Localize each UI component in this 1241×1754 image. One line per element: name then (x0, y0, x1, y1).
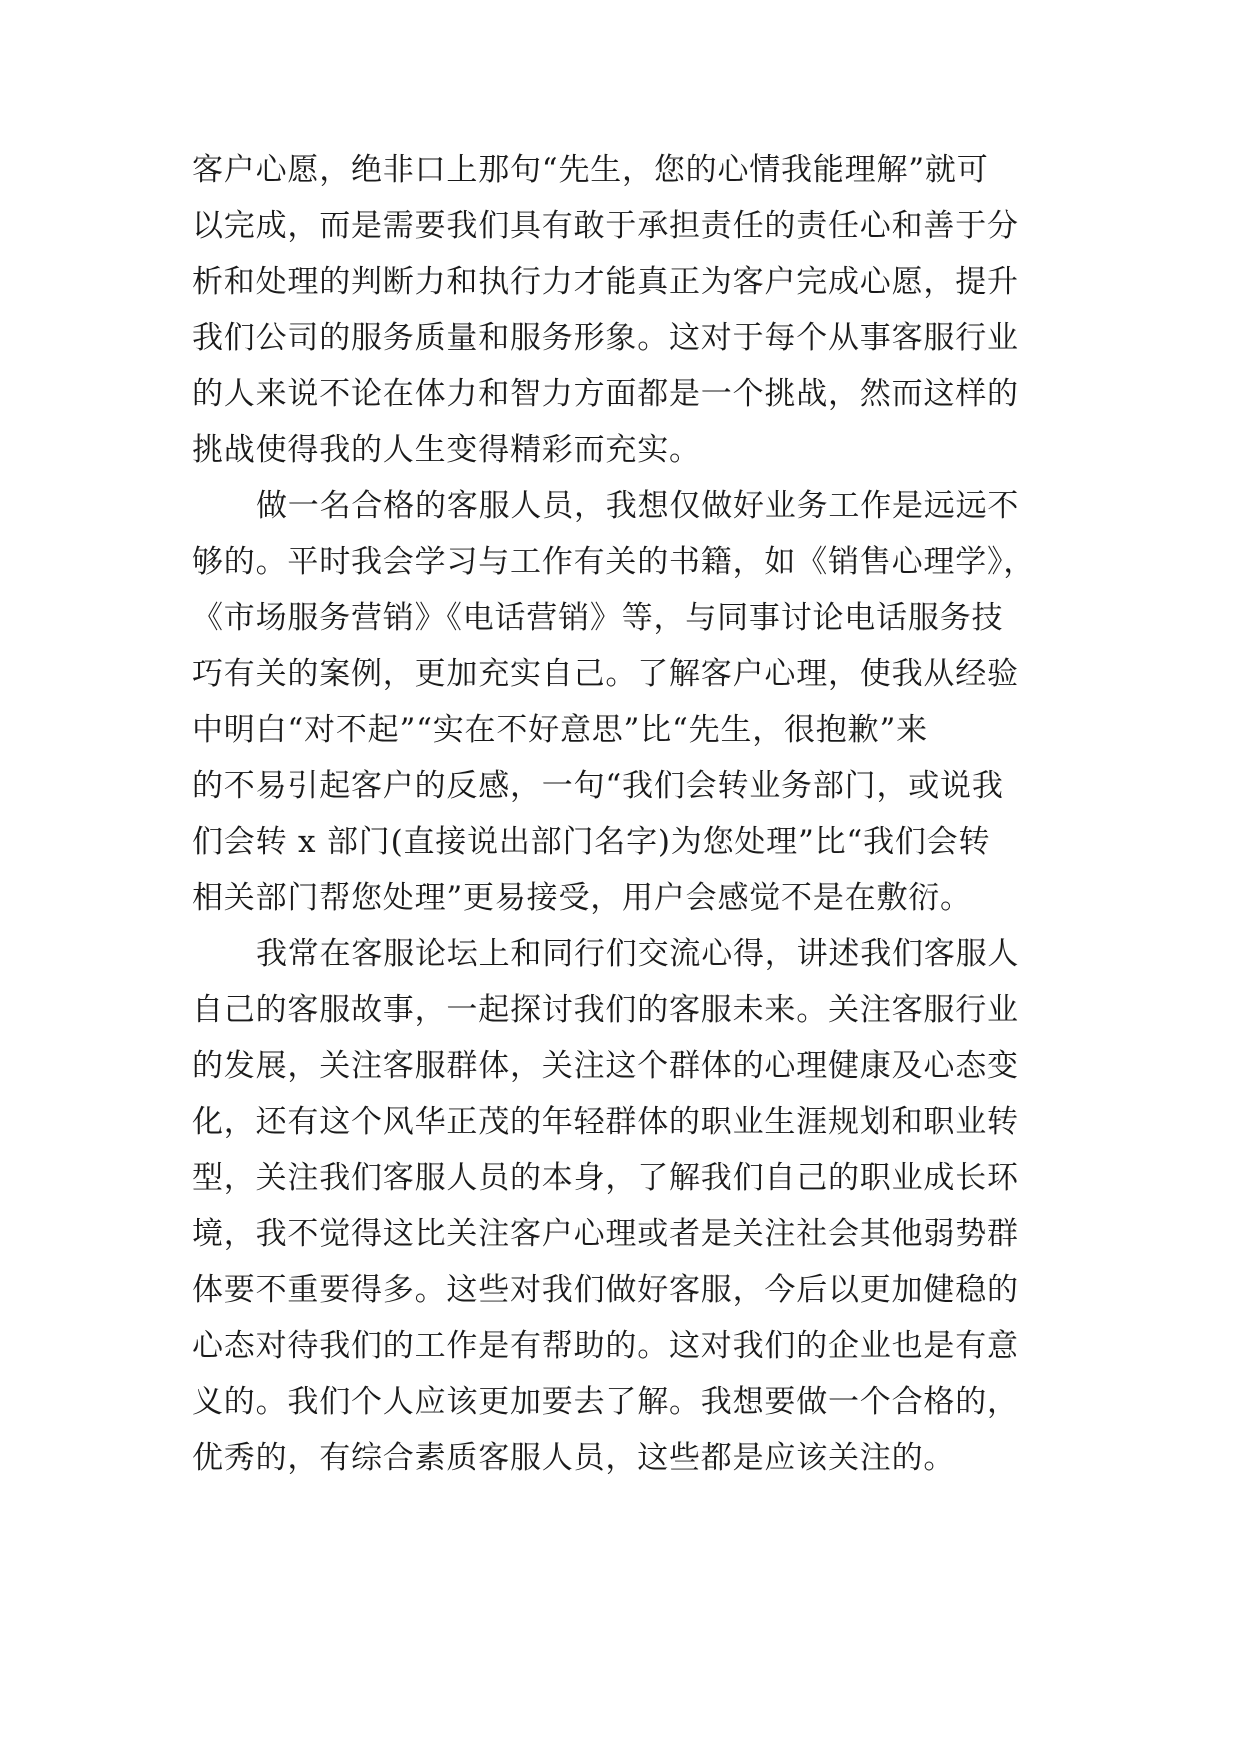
text-line: 相关部门帮您处理”更易接受，用户会感觉不是在敷衍。 (192, 880, 972, 916)
text-line: 境，我不觉得这比关注客户心理或者是关注社会其他弱势群 (192, 1216, 1019, 1252)
text-line: 析和处理的判断力和执行力才能真正为客户完成心愿，提升 (192, 264, 1019, 300)
text-line: 以完成，而是需要我们具有敢于承担责任的责任心和善于分 (192, 208, 1019, 244)
text-line: 《市场服务营销》《电话营销》等，与同事讨论电话服务技 (192, 600, 1004, 636)
text-line: 巧有关的案例，更加充实自己。了解客户心理，使我从经验 (192, 656, 1019, 692)
text-line: 的发展，关注客服群体，关注这个群体的心理健康及心态变 (192, 1048, 1019, 1084)
text-line: 的人来说不论在体力和智力方面都是一个挑战，然而这样的 (192, 376, 1019, 412)
text-line: 们会转 x 部门(直接说出部门名字)为您处理”比“我们会转 (192, 824, 991, 860)
text-line: 中明白“对不起”“实在不好意思”比“先生，很抱歉”来 (192, 712, 928, 748)
text-line: 自己的客服故事，一起探讨我们的客服未来。关注客服行业 (192, 992, 1019, 1028)
text-line: 够的。平时我会学习与工作有关的书籍，如《销售心理学》， (192, 544, 1036, 580)
text-line: 化，还有这个风华正茂的年轻群体的职业生涯规划和职业转 (192, 1104, 1019, 1140)
paragraph-start-line: 我常在客服论坛上和同行们交流心得，讲述我们客服人 (256, 936, 1020, 972)
text-line: 客户心愿，绝非口上那句“先生，您的心情我能理解”就可 (192, 152, 989, 188)
text-line: 优秀的，有综合素质客服人员，这些都是应该关注的。 (192, 1440, 956, 1476)
text-line: 我们公司的服务质量和服务形象。这对于每个从事客服行业 (192, 320, 1019, 356)
text-line: 的不易引起客户的反感，一句“我们会转业务部门，或说我 (192, 768, 1004, 804)
paragraph-start-line: 做一名合格的客服人员，我想仅做好业务工作是远远不 (256, 488, 1020, 524)
text-line: 挑战使得我的人生变得精彩而充实。 (192, 432, 701, 468)
text-line: 体要不重要得多。这些对我们做好客服，今后以更加健稳的 (192, 1272, 1019, 1308)
text-line: 义的。我们个人应该更加要去了解。我想要做一个合格的， (192, 1384, 1019, 1420)
text-line: 型，关注我们客服人员的本身，了解我们自己的职业成长环 (192, 1160, 1019, 1196)
text-line: 心态对待我们的工作是有帮助的。这对我们的企业也是有意 (192, 1328, 1019, 1364)
